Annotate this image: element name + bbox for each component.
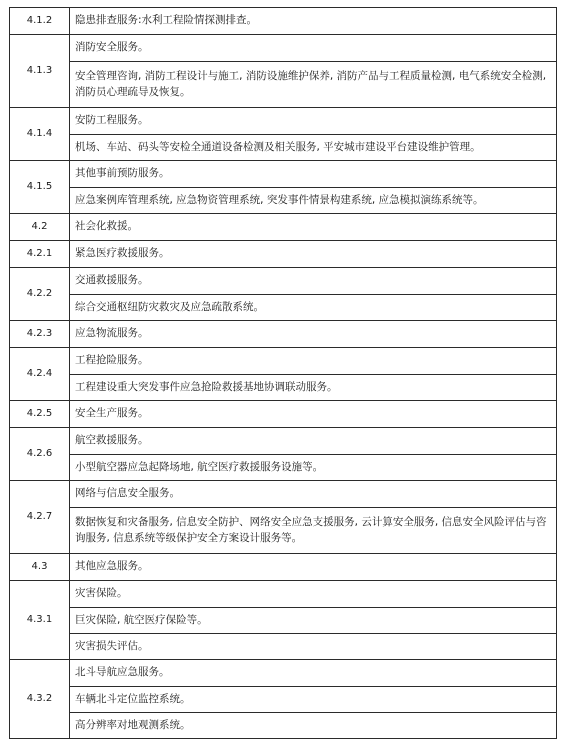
- section-code: 4.2.2: [10, 268, 70, 321]
- section-description: [70, 214, 557, 241]
- section-detail-text: 巨灾保险, 航空医疗保险等。: [70, 607, 556, 633]
- section-description: [70, 8, 557, 35]
- table-row: [10, 481, 557, 554]
- section-code: 4.2.1: [10, 241, 70, 268]
- table-row: [10, 108, 557, 161]
- section-heading-text: 灾害保险。: [75, 587, 128, 600]
- section-heading-text: 紧急医疗救援服务。: [75, 247, 170, 260]
- section-detail-text: 机场、车站、码头等安检全通道设备检测及相关服务, 平安城市建设平台建设维护管理。: [70, 134, 556, 160]
- section-detail-text: 应急案例库管理系统, 应急物资管理系统, 突发事件情景构建系统, 应急模拟演练系统等。: [70, 187, 556, 213]
- table-row: [10, 241, 557, 268]
- section-heading-text: 工程抢险服务。: [75, 354, 149, 367]
- section-heading-text: 其他应急服务。: [75, 560, 149, 573]
- section-heading-text: 其他事前预防服务。: [75, 167, 170, 180]
- section-code: 4.3: [10, 554, 70, 581]
- section-code: 4.1.2: [10, 8, 70, 35]
- section-description: [70, 35, 557, 108]
- table-row: [10, 348, 557, 401]
- section-description: [70, 554, 557, 581]
- section-heading-text: 交通救援服务。: [75, 274, 149, 287]
- table-row: [10, 581, 557, 660]
- section-description: [70, 268, 557, 321]
- section-code: 4.2.5: [10, 401, 70, 428]
- table-row: [10, 268, 557, 321]
- table-row: [10, 401, 557, 428]
- section-heading-text: 航空救援服务。: [75, 434, 149, 447]
- section-description: [70, 348, 557, 401]
- section-code: 4.2.3: [10, 321, 70, 348]
- services-table: [9, 7, 557, 739]
- section-code: 4.2.4: [10, 348, 70, 401]
- table-row: [10, 161, 557, 214]
- section-code: 4.1.3: [10, 35, 70, 108]
- section-code: 4.3.1: [10, 581, 70, 660]
- table-row: [10, 35, 557, 108]
- services-table-body: [10, 8, 557, 739]
- section-heading-text: 安防工程服务。: [75, 114, 149, 127]
- section-description: [70, 481, 557, 554]
- section-detail-text: 工程建设重大突发事件应急抢险救援基地协调联动服务。: [70, 374, 556, 400]
- table-row: [10, 428, 557, 481]
- section-description: [70, 161, 557, 214]
- section-heading-text: 网络与信息安全服务。: [75, 487, 180, 500]
- section-detail-text: 综合交通枢纽防灾救灾及应急疏散系统。: [70, 294, 556, 320]
- section-code: 4.1.5: [10, 161, 70, 214]
- section-description: [70, 108, 557, 161]
- section-detail-text: 车辆北斗定位监控系统。: [70, 686, 556, 712]
- section-code: 4.2: [10, 214, 70, 241]
- table-row: [10, 8, 557, 35]
- section-heading-text: 社会化救援。: [75, 220, 138, 233]
- section-detail-text: 安全管理咨询, 消防工程设计与施工, 消防设施维护保养, 消防产品与工程质量检测, 电气系统安全检测, 消防员心理疏导及恢复。: [70, 61, 556, 107]
- section-code: 4.3.2: [10, 660, 70, 739]
- section-heading-text: 北斗导航应急服务。: [75, 666, 170, 679]
- section-heading-text: 消防安全服务。: [75, 41, 149, 54]
- section-description: [70, 241, 557, 268]
- section-code: 4.2.6: [10, 428, 70, 481]
- section-description: [70, 581, 557, 660]
- section-detail-text: 小型航空器应急起降场地, 航空医疗救援服务设施等。: [70, 454, 556, 480]
- section-description: [70, 428, 557, 481]
- section-code: 4.1.4: [10, 108, 70, 161]
- section-heading-text: 安全生产服务。: [75, 407, 149, 420]
- section-detail-text: 数据恢复和灾备服务, 信息安全防护、网络安全应急支援服务, 云计算安全服务, 信息安全风险评估与咨询服务, 信息系统等级保护安全方案设计服务等。: [70, 507, 556, 553]
- section-heading-text: 隐患排查服务:水利工程险情探测排查。: [75, 14, 258, 27]
- section-description: [70, 401, 557, 428]
- section-detail-text: 灾害损失评估。: [70, 633, 556, 659]
- section-code: 4.2.7: [10, 481, 70, 554]
- section-description: [70, 321, 557, 348]
- section-detail-text: 高分辨率对地观测系统。: [70, 712, 556, 738]
- table-row: [10, 554, 557, 581]
- section-heading-text: 应急物流服务。: [75, 327, 149, 340]
- table-row: [10, 321, 557, 348]
- table-row: [10, 214, 557, 241]
